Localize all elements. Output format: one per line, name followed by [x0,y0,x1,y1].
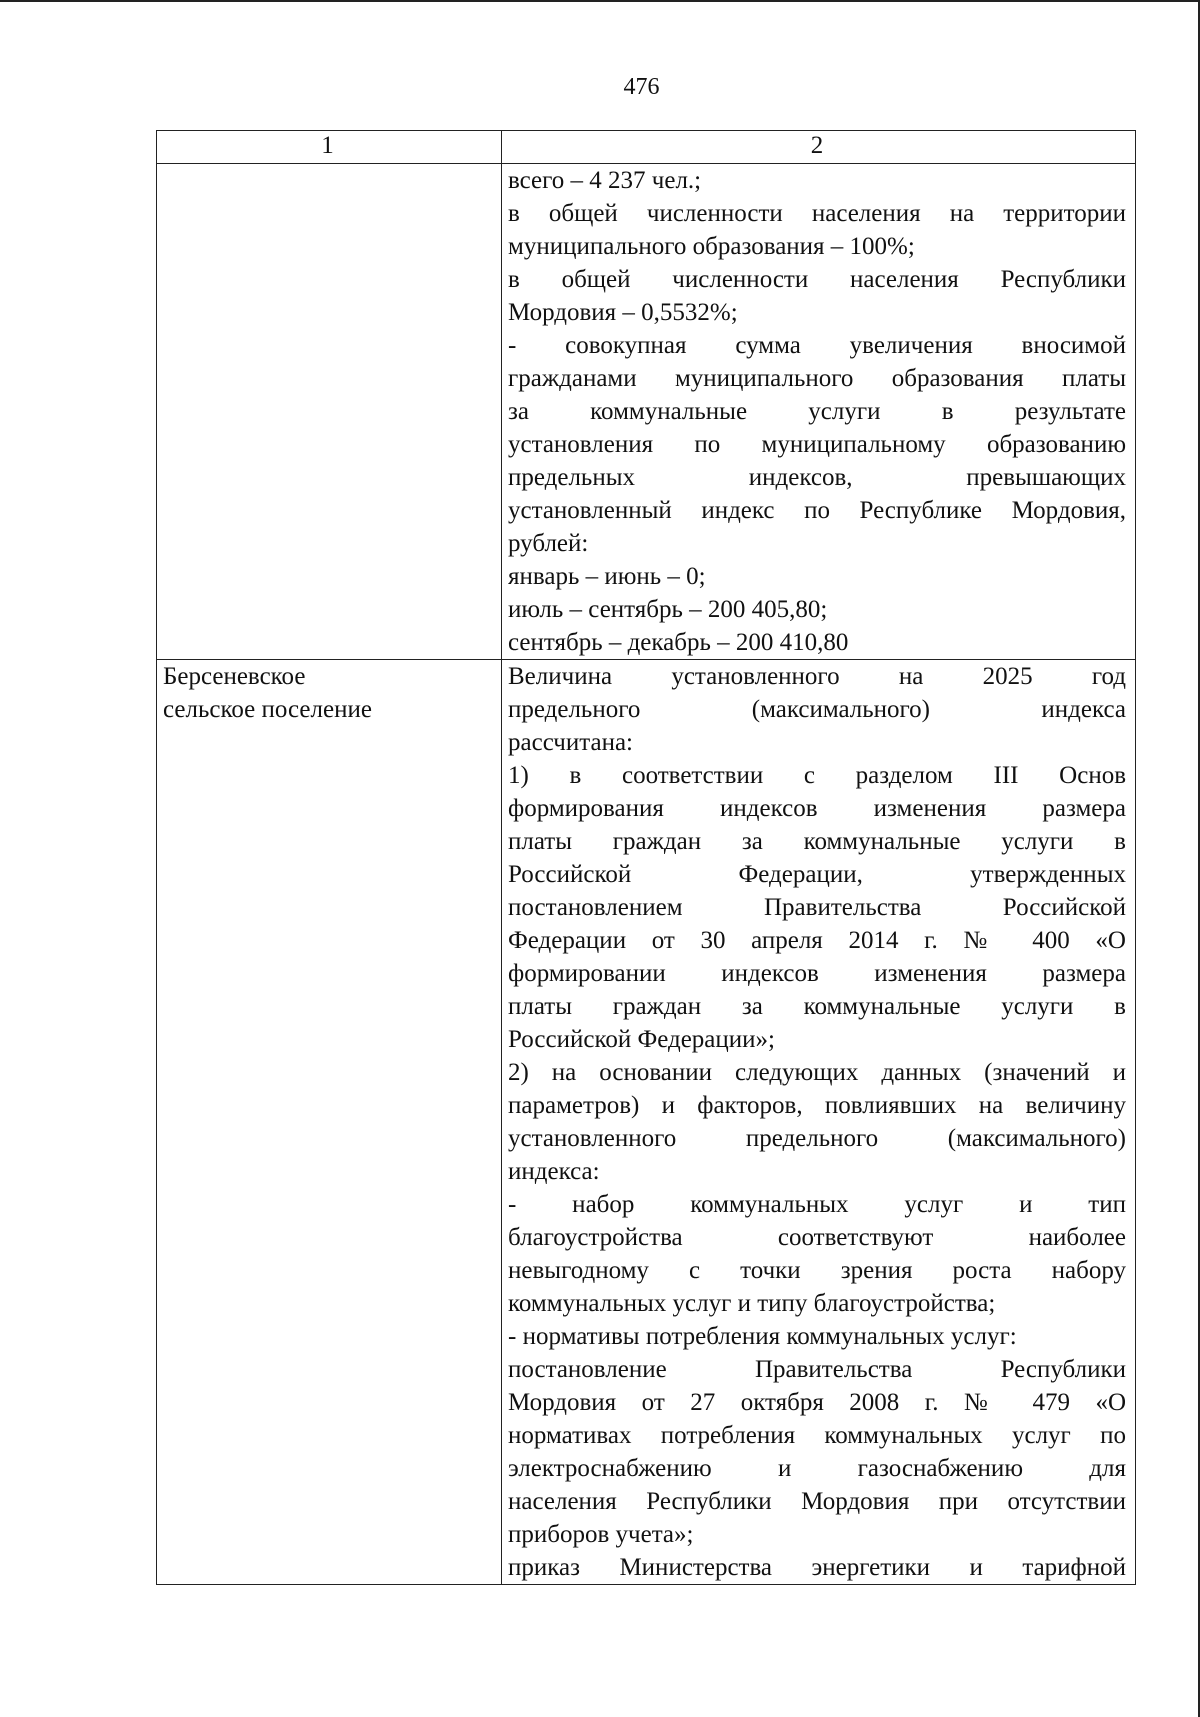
text-line: предельных индексов, превышающих [508,464,1126,491]
text-line: постановление Правительства Республики [508,1356,1126,1383]
text-line: нормативах потребления коммунальных услуг по [508,1422,1126,1449]
text-line: Российской Федерации»; [508,1026,775,1053]
text-line: - нормативы потребления коммунальных услуг: [508,1323,1017,1350]
text-line: формировании индексов изменения размера [508,960,1126,987]
text-line: Российской Федерации, утвержденных [508,861,1126,888]
text-line: коммунальных услуг и типу благоустройства; [508,1290,996,1317]
text-line: за коммунальные услуги в результате [508,398,1126,425]
text-line: параметров) и факторов, повлиявших на величину [508,1092,1126,1119]
text-line: платы граждан за коммунальные услуги в [508,993,1126,1020]
document-table [156,130,1136,1585]
text-line: 1) в соответствии с разделом III Основ [508,762,1126,789]
text-line: - набор коммунальных услуг и тип [508,1191,1126,1218]
text-line: индекса: [508,1158,600,1185]
text-line: предельного (максимального) индекса [508,696,1126,723]
text-line: Мордовия от 27 октября 2008 г. № 479 «О [508,1389,1126,1416]
text-line: электроснабжению и газоснабжению для [508,1455,1126,1482]
municipality-name-line: сельское поселение [163,696,372,723]
text-line: гражданами муниципального образования платы [508,365,1126,392]
text-line: рассчитана: [508,729,633,756]
text-line: Федерации от 30 апреля 2014 г. № 400 «О [508,927,1126,954]
municipality-cell [157,660,502,1585]
text-line: приказ Министерства энергетики и тарифной [508,1554,1126,1581]
municipality-cell [157,164,502,660]
text-line: Мордовия – 0,5532%; [508,299,738,326]
text-line: всего – 4 237 чел.; [508,167,702,194]
column-header-1: 1 [157,131,502,164]
text-line: невыгодному с точки зрения роста набору [508,1257,1126,1284]
table-row [157,660,1136,1585]
text-line: январь – июнь – 0; [508,563,706,590]
scan-border-top [0,0,1200,2]
text-line: Величина установленного на 2025 год [508,663,1126,690]
text-line: установленный индекс по Республике Мордовия, [508,497,1126,524]
text-line: населения Республики Мордовия при отсутствии [508,1488,1126,1515]
table-header-row [157,131,1136,164]
municipality-name-line: Берсеневское [163,663,306,690]
text-line: формирования индексов изменения размера [508,795,1126,822]
text-line: платы граждан за коммунальные услуги в [508,828,1126,855]
text-line: установления по муниципальному образованию [508,431,1126,458]
text-line: постановлением Правительства Российской [508,894,1126,921]
text-line: в общей численности населения на территории [508,200,1126,227]
description-cell [502,660,1136,1585]
description-cell [502,164,1136,660]
text-line: муниципального образования – 100%; [508,233,915,260]
text-line: 2) на основании следующих данных (значений и [508,1059,1126,1086]
text-line: в общей численности населения Республики [508,266,1126,293]
text-line: приборов учета»; [508,1521,694,1548]
text-line: рублей: [508,530,589,557]
text-line: установленного предельного (максимального) [508,1125,1126,1152]
column-header-2: 2 [502,131,1136,164]
page-number: 476 [623,74,660,100]
table-row [157,164,1136,660]
text-line: июль – сентябрь – 200 405,80; [508,596,828,623]
text-line: сентябрь – декабрь – 200 410,80 [508,629,849,656]
text-line: благоустройства соответствуют наиболее [508,1224,1126,1251]
text-line: - совокупная сумма увеличения вносимой [508,332,1126,359]
